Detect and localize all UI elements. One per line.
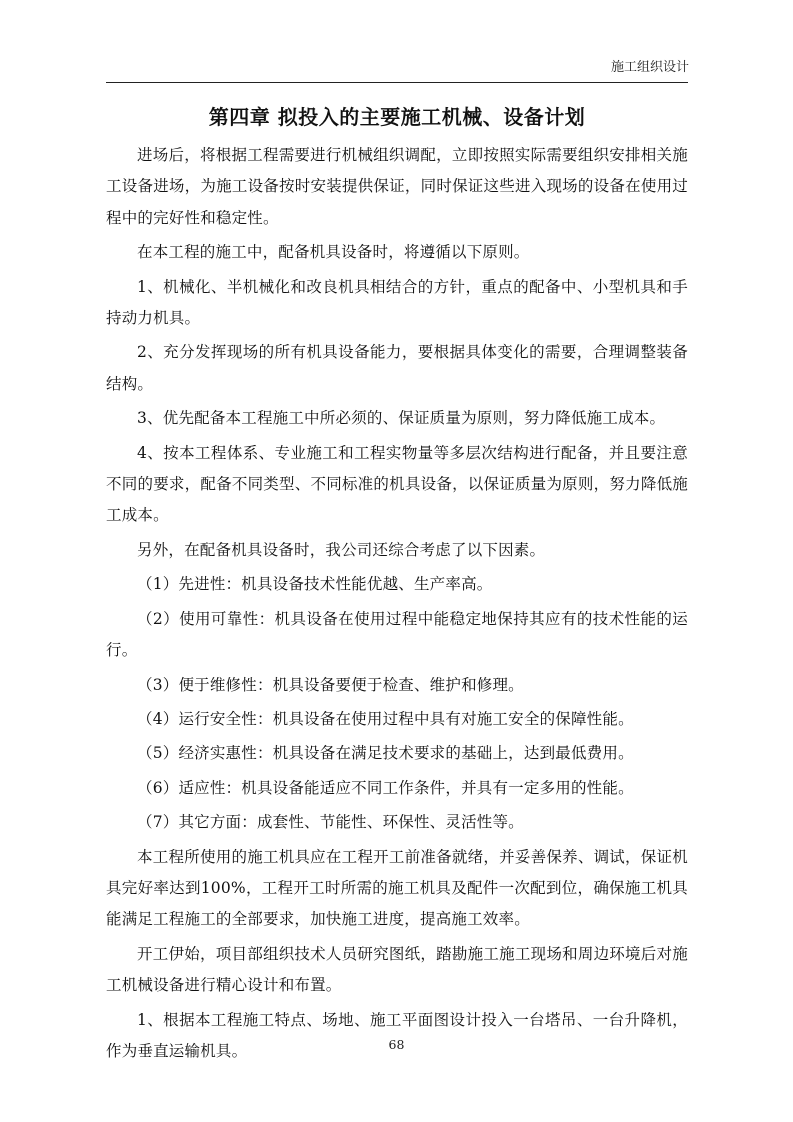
document-body [106, 140, 688, 1070]
paragraph: 3、优先配备本工程施工中所必须的、保证质量为原则，努力降低施工成本。 [137, 409, 666, 428]
paragraph: 本工程所使用的施工机具应在工程开工前准备就绪，并妥善保养、调试，保证机具完好率达到100%，工程开工时所需的施工机具及配件一次配到位，确保施工机具能满足工程施工的全部要求，加快施工进度，提高施工效率。 [106, 847, 688, 929]
list-item: （6）适应性：机具设备能适应不同工作条件，并具有一定多用的性能。 [137, 778, 634, 797]
paragraph: 进场后，将根据工程需要进行机械组织调配，立即按照实际需要组织安排相关施工设备进场，为施工设备按时安装提供保证，同时保证这些进入现场的设备在使用过程中的完好性和稳定性。 [106, 146, 688, 227]
list-item: （4）运行安全性：机具设备在使用过程中具有对施工安全的保障性能。 [137, 709, 634, 728]
list-item: （7）其它方面：成套性、节能性、环保性、灵活性等。 [137, 813, 524, 832]
paragraph: 另外，在配备机具设备时，我公司还综合考虑了以下因素。 [137, 540, 546, 559]
list-item: （2）使用可靠性：机具设备在使用过程中能稳定地保持其应有的技术性能的运行。 [106, 609, 688, 660]
list-item: （1）先进性：机具设备技术性能优越、生产率高。 [137, 575, 493, 594]
page-number: 68 [388, 1037, 405, 1052]
paragraph: 4、按本工程体系、专业施工和工程实物量等多层次结构进行配备，并且要注意不同的要求，配备不同类型、不同标准的机具设备，以保证质量为原则，努力降低施工成本。 [106, 443, 688, 525]
paragraph: 开工伊始，项目部组织技术人员研究图纸，踏勘施工施工现场和周边环境后对施工机械设备进行精心设计和布置。 [106, 944, 688, 995]
paragraph: 1、根据本工程施工特点、场地、施工平面图设计投入一台塔吊、一台升降机，作为垂直运输机具。 [106, 1010, 688, 1060]
list-item: （5）经济实惠性：机具设备在满足技术要求的基础上，达到最低费用。 [137, 744, 634, 763]
chapter-title: 第四章 拟投入的主要施工机械、设备计划 [208, 105, 586, 129]
paragraph: 1、机械化、半机械化和改良机具相结合的方针，重点的配备中、小型机具和手持动力机具。 [106, 277, 688, 328]
header-divider [106, 82, 688, 83]
list-item: （3）便于维修性：机具设备要便于检查、维护和修理。 [137, 675, 524, 694]
running-header: 施工组织设计 [610, 60, 689, 75]
paragraph: 2、充分发挥现场的所有机具设备能力，要根据具体变化的需要，合理调整装备结构。 [106, 343, 688, 393]
paragraph: 在本工程的施工中，配备机具设备时，将遵循以下原则。 [137, 243, 530, 262]
